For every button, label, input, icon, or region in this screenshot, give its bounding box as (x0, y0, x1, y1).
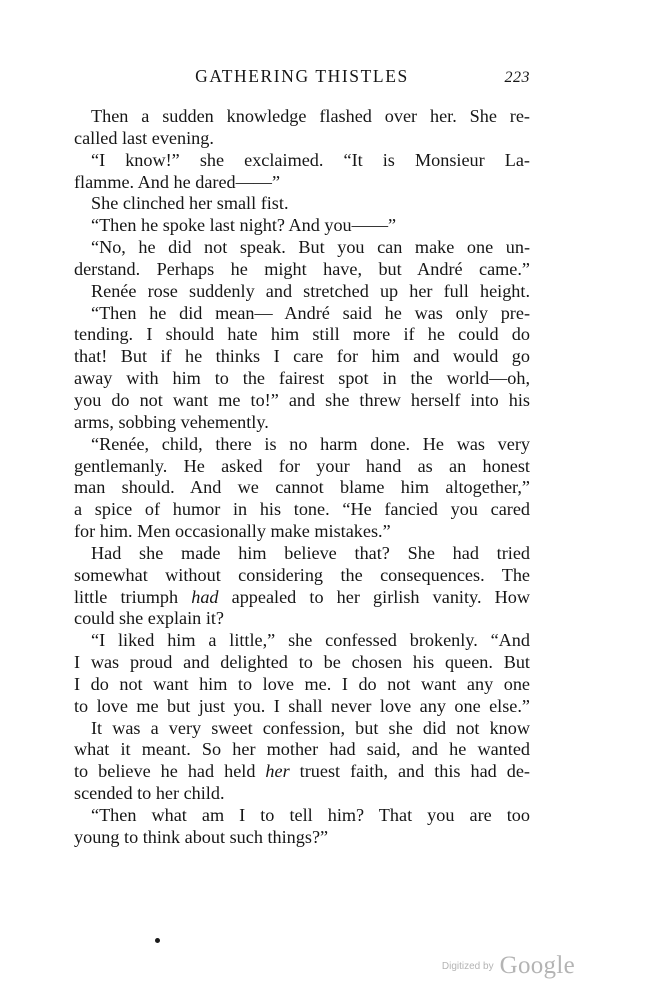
text-line: Had she made him believe that? She had tried (91, 542, 530, 563)
text-line (74, 587, 530, 609)
text-line: derstand. Perhaps he might have, but André came.” (74, 258, 530, 279)
digitized-watermark (442, 952, 575, 982)
text-line (74, 761, 530, 783)
text-line: you do not want me to!” and she threw herself into his (74, 389, 530, 410)
text-line: “Then he did mean— André said he was only pre- (91, 302, 530, 323)
text-line: “I know!” she exclaimed. “It is Monsieur La- (91, 149, 530, 170)
page-number: 223 (504, 69, 530, 86)
text-line: for him. Men occasionally make mistakes.” (74, 521, 391, 542)
text-line: I do not want him to love me. I do not want any one (74, 673, 530, 694)
text-line: It was a very sweet confession, but she did not know (91, 717, 530, 738)
emphasis-text: had (191, 586, 219, 607)
text-line: “Then what am I to tell him? That you are too (91, 805, 530, 825)
text-line: “No, he did not speak. But you can make one un- (91, 237, 530, 258)
text-line: “Renée, child, there is no harm done. He was very (91, 433, 530, 454)
text-line: that! But if he thinks I care for him and would go (74, 346, 530, 367)
text-line: could she explain it? (74, 608, 225, 629)
text-line: flamme. And he dared——” (74, 171, 281, 192)
text-line: “Then he spoke last night? And you——” (91, 215, 397, 236)
text-segment: truest faith, and this had de- (289, 761, 530, 782)
text-line: tending. I should hate him still more if he could do (74, 324, 530, 345)
text-line: I was proud and delighted to be chosen his queen. But (74, 652, 530, 673)
watermark-brand: Google (499, 952, 575, 979)
text-line: Renée rose suddenly and stretched up her full height. (91, 280, 530, 301)
watermark-prefix: Digitized by (441, 961, 494, 972)
text-line: young to think about such things?” (74, 826, 329, 847)
text-line: to love me but just you. I shall never love any one else.” (74, 695, 530, 716)
text-line: scended to her child. (74, 783, 225, 804)
footer-dot (155, 938, 160, 943)
running-head (74, 66, 530, 92)
text-line: gentlemanly. He asked for your hand as an honest (74, 455, 530, 476)
text-line: somewhat without considering the consequences. The (74, 564, 530, 585)
text-segment: to believe he had held (74, 761, 266, 782)
running-title: GATHERING THISTLES (195, 66, 409, 86)
text-line: Then a sudden knowledge flashed over her. She re- (91, 106, 530, 126)
text-line: “I liked him a little,” she confessed brokenly. “And (91, 630, 530, 651)
emphasis-text: her (265, 761, 290, 782)
text-line: called last evening. (74, 127, 214, 148)
text-line: away with him to the fairest spot in the world—oh, (74, 368, 530, 389)
text-line: She clinched her small fist. (91, 193, 289, 214)
text-segment: appealed to her girlish vanity. How (218, 586, 530, 607)
text-line: what it meant. So her mother had said, and he wanted (74, 739, 530, 760)
text-line: arms, sobbing vehemently. (74, 411, 269, 432)
text-segment: little triumph (74, 586, 192, 607)
text-line: man should. And we cannot blame him altogether,” (74, 477, 530, 498)
body-text (74, 106, 530, 849)
text-line: a spice of humor in his tone. “He fancied you cared (74, 499, 530, 520)
